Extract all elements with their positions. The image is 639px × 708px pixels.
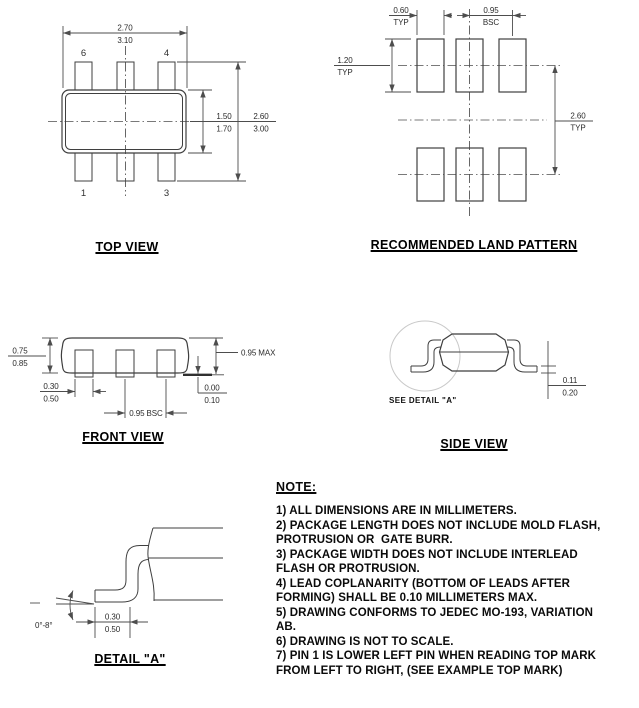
top-view-pin-1 — [75, 153, 92, 181]
front-body-outline — [61, 338, 188, 373]
detail-lead-upper — [95, 546, 149, 591]
land-pattern-drawing — [334, 6, 593, 218]
side-right-lead-lower — [507, 347, 537, 372]
detail-a-title: DETAIL "A" — [94, 652, 166, 666]
note-line: 6) DRAWING IS NOT TO SCALE. — [276, 635, 454, 648]
detail-lead-lower — [95, 560, 149, 603]
dim-body-h-max: 1.70 — [216, 124, 232, 134]
note-line: 1) ALL DIMENSIONS ARE IN MILLIMETERS. — [276, 505, 517, 517]
dim-lead-width-max: 0.50 — [43, 394, 59, 404]
side-view-drawing — [390, 321, 586, 399]
dim-pad-height-qual: TYP — [337, 68, 353, 77]
dim-width-max: 3.10 — [117, 36, 133, 45]
pin-label-1: 1 — [80, 188, 87, 199]
dim-pitch: 0.95 — [483, 6, 499, 15]
pin-label-3: 3 — [163, 188, 170, 199]
notes-section — [276, 480, 636, 678]
notes-heading: NOTE: — [276, 480, 317, 494]
dim-max-height: 0.95 MAX — [241, 348, 276, 358]
dim-span-min: 2.60 — [253, 112, 269, 121]
dim-body-h-min: 1.50 — [216, 112, 232, 121]
top-view-pin-4 — [158, 62, 175, 90]
dim-standoff-min: 0.00 — [204, 383, 220, 393]
note-line: 3) PACKAGE WIDTH DOES NOT INCLUDE INTERLEAD — [276, 548, 578, 561]
note-line: FLASH OR PROTRUSION. — [276, 563, 420, 575]
dim-standoff-max: 0.10 — [204, 396, 220, 405]
detail-a-callout-circle — [390, 321, 460, 391]
note-line: 7) PIN 1 IS LOWER LEFT PIN WHEN READING TOP MARK — [276, 650, 597, 662]
dim-pitch-qual: BSC — [482, 18, 500, 27]
note-line: AB. — [276, 621, 297, 633]
note-line: 5) DRAWING CONFORMS TO JEDEC MO-193, VARIATION — [276, 606, 594, 619]
dim-front-pitch: 0.95 BSC — [129, 409, 163, 418]
angle-slope-line — [56, 598, 94, 604]
note-line: PROTRUSION OR GATE BURR. — [276, 534, 453, 546]
note-line: 2) PACKAGE LENGTH DOES NOT INCLUDE MOLD FLASH, — [276, 519, 601, 532]
detail-a-drawing — [30, 528, 223, 638]
dim-body-thick-min: 0.75 — [12, 346, 28, 356]
note-line: FROM LEFT TO RIGHT, (SEE EXAMPLE TOP MARK) — [276, 664, 563, 677]
see-detail-a-label: SEE DETAIL "A" — [389, 396, 457, 405]
dim-lead-thick-max: 0.20 — [562, 388, 578, 398]
dim-foot-len-min: 0.30 — [104, 612, 121, 622]
top-view-pin-3 — [158, 153, 175, 181]
side-left-lead-upper — [411, 340, 441, 366]
note-line: FORMING) SHALL BE 0.10 MILLIMETERS MAX. — [276, 592, 538, 604]
detail-body-edge — [148, 528, 154, 601]
dim-width-min: 2.70 — [117, 23, 133, 33]
pin-label-6: 6 — [80, 48, 87, 59]
dim-body-thick-max: 0.85 — [12, 359, 28, 368]
pin-label-4: 4 — [163, 48, 170, 59]
top-view-title: TOP VIEW — [95, 240, 159, 254]
dim-pad-height: 1.20 — [337, 56, 353, 65]
side-right-lead-upper — [507, 340, 537, 366]
dim-foot-angle: 0°-8° — [35, 621, 53, 630]
dim-lead-width-min: 0.30 — [43, 382, 59, 391]
side-left-lead-lower — [411, 347, 441, 372]
dim-row-span: 2.60 — [570, 111, 586, 121]
dim-pad-width-qual: TYP — [393, 18, 409, 27]
dim-span-max: 3.00 — [253, 124, 269, 134]
dim-row-span-qual: TYP — [570, 123, 586, 133]
land-pattern-title: RECOMMENDED LAND PATTERN — [370, 238, 578, 252]
top-view-pin-6 — [75, 62, 92, 90]
angle-arc — [70, 591, 73, 621]
front-view-drawing — [8, 338, 276, 418]
top-view-drawing — [48, 24, 276, 200]
dim-lead-thick-min: 0.11 — [562, 376, 578, 385]
front-view-title: FRONT VIEW — [82, 430, 164, 444]
dim-pad-width: 0.60 — [393, 6, 409, 15]
dim-foot-len-max: 0.50 — [104, 625, 121, 634]
side-view-title: SIDE VIEW — [440, 437, 508, 451]
note-line: 4) LEAD COPLANARITY (BOTTOM OF LEADS AFTER — [276, 577, 571, 590]
